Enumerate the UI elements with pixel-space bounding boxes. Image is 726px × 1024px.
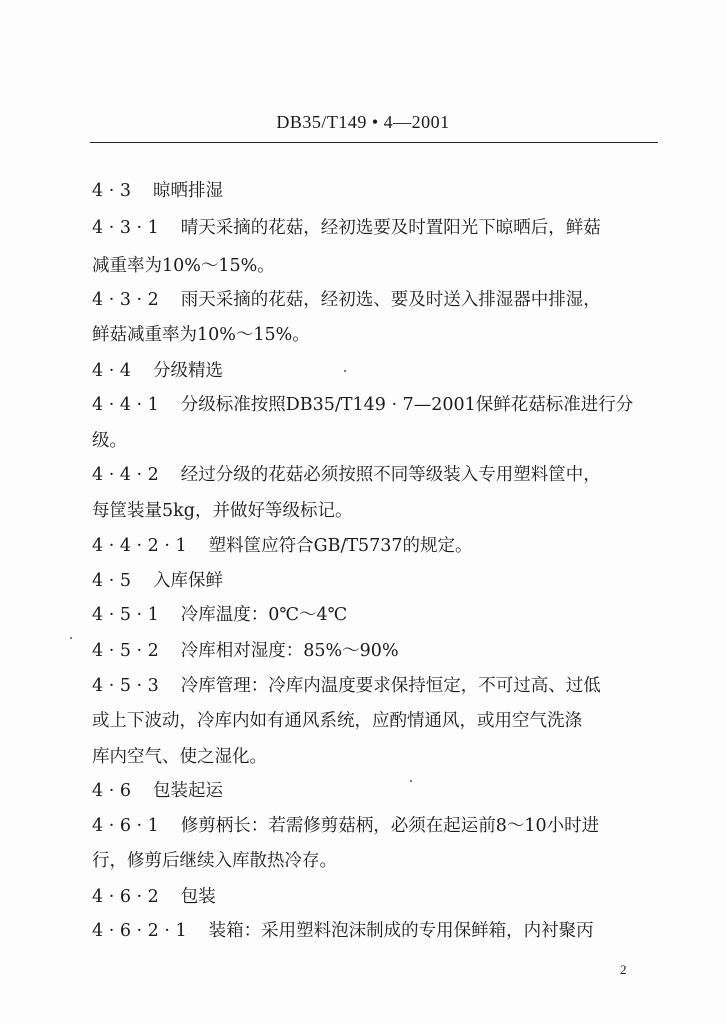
section-number: 4 · 4 · 2 — [92, 465, 159, 485]
text-line — [92, 394, 633, 416]
line-text: 每筐装量5kg，并做好等级标记。 — [92, 501, 353, 521]
text-line — [92, 217, 601, 239]
line-text: 晾晒排湿 — [152, 181, 223, 201]
section-number: 4 · 5 — [92, 571, 131, 591]
line-text: 修剪柄长：若需修剪菇柄，必须在起运前8～10小时进 — [180, 816, 600, 836]
section-number: 4 · 5 · 2 — [92, 641, 159, 661]
text-line — [92, 255, 275, 277]
scan-speck — [70, 637, 72, 639]
text-line — [92, 324, 310, 346]
text-line — [92, 640, 399, 662]
text-line — [92, 604, 347, 626]
section-number: 4 · 3 — [92, 181, 131, 201]
section-number: 4 · 4 · 2 · 1 — [92, 536, 187, 556]
section-number: 4 · 5 · 1 — [92, 605, 159, 625]
text-line — [92, 570, 223, 592]
text-line — [92, 710, 582, 732]
text-line — [92, 180, 223, 202]
line-text: 或上下波动，冷库内如有通风系统，应酌情通风，或用空气洗涤 — [92, 711, 582, 731]
section-number: 4 · 3 · 1 — [92, 218, 159, 238]
line-text: 分级精选 — [152, 361, 223, 381]
line-text: 塑料筐应符合GB/T5737的规定。 — [208, 536, 473, 556]
text-line — [92, 780, 223, 802]
section-number: 4 · 6 · 2 — [92, 887, 159, 907]
text-line — [92, 886, 216, 908]
line-text: 入库保鲜 — [152, 571, 223, 591]
line-text: 减重率为10%～15%。 — [92, 256, 275, 276]
text-line — [92, 535, 473, 557]
line-text: 包装起运 — [152, 781, 223, 801]
page-number: 2 — [620, 962, 627, 977]
text-line — [92, 289, 601, 311]
line-text: 装箱：采用塑料泡沫制成的专用保鲜箱，内衬聚丙 — [208, 921, 594, 941]
line-text: 经过分级的花菇必须按照不同等级装入专用塑料筐中， — [180, 465, 601, 485]
line-text: 冷库管理：冷库内温度要求保持恒定，不可过高、过低 — [180, 676, 601, 696]
line-text: 冷库温度：0℃～4℃ — [180, 605, 348, 625]
text-line — [92, 360, 223, 382]
line-text: 包装 — [180, 887, 216, 907]
header-rule — [90, 142, 658, 143]
line-text: 行，修剪后继续入库散热冷存。 — [92, 851, 337, 871]
section-number: 4 · 4 · 1 — [92, 395, 159, 415]
text-line — [92, 430, 127, 452]
text-line — [92, 464, 601, 486]
text-line — [92, 920, 594, 942]
scan-speck — [410, 780, 412, 782]
line-text: 分级标准按照DB35/T149 · 7—2001保鲜花菇标准进行分 — [180, 395, 634, 415]
scan-speck — [344, 370, 346, 372]
line-text: 级。 — [92, 431, 127, 451]
text-line — [92, 675, 601, 697]
text-line — [92, 815, 599, 837]
text-line — [92, 500, 352, 522]
section-number: 4 · 6 · 2 · 1 — [92, 921, 187, 941]
line-text: 库内空气、使之湿化。 — [92, 747, 267, 767]
text-line — [92, 850, 337, 872]
line-text: 冷库相对湿度：85%～90% — [180, 641, 399, 661]
text-line — [92, 746, 267, 768]
section-number: 4 · 4 — [92, 361, 131, 381]
line-text: 鲜菇减重率为10%～15%。 — [92, 325, 310, 345]
section-number: 4 · 6 · 1 — [92, 816, 159, 836]
document-header: DB35/T149 • 4—2001 — [276, 112, 450, 132]
section-number: 4 · 3 · 2 — [92, 290, 159, 310]
section-number: 4 · 6 — [92, 781, 131, 801]
line-text: 雨天采摘的花菇，经初选、要及时送入排湿器中排湿， — [180, 290, 601, 310]
line-text: 晴天采摘的花菇，经初选要及时置阳光下晾晒后，鲜菇 — [180, 218, 601, 238]
section-number: 4 · 5 · 3 — [92, 676, 159, 696]
